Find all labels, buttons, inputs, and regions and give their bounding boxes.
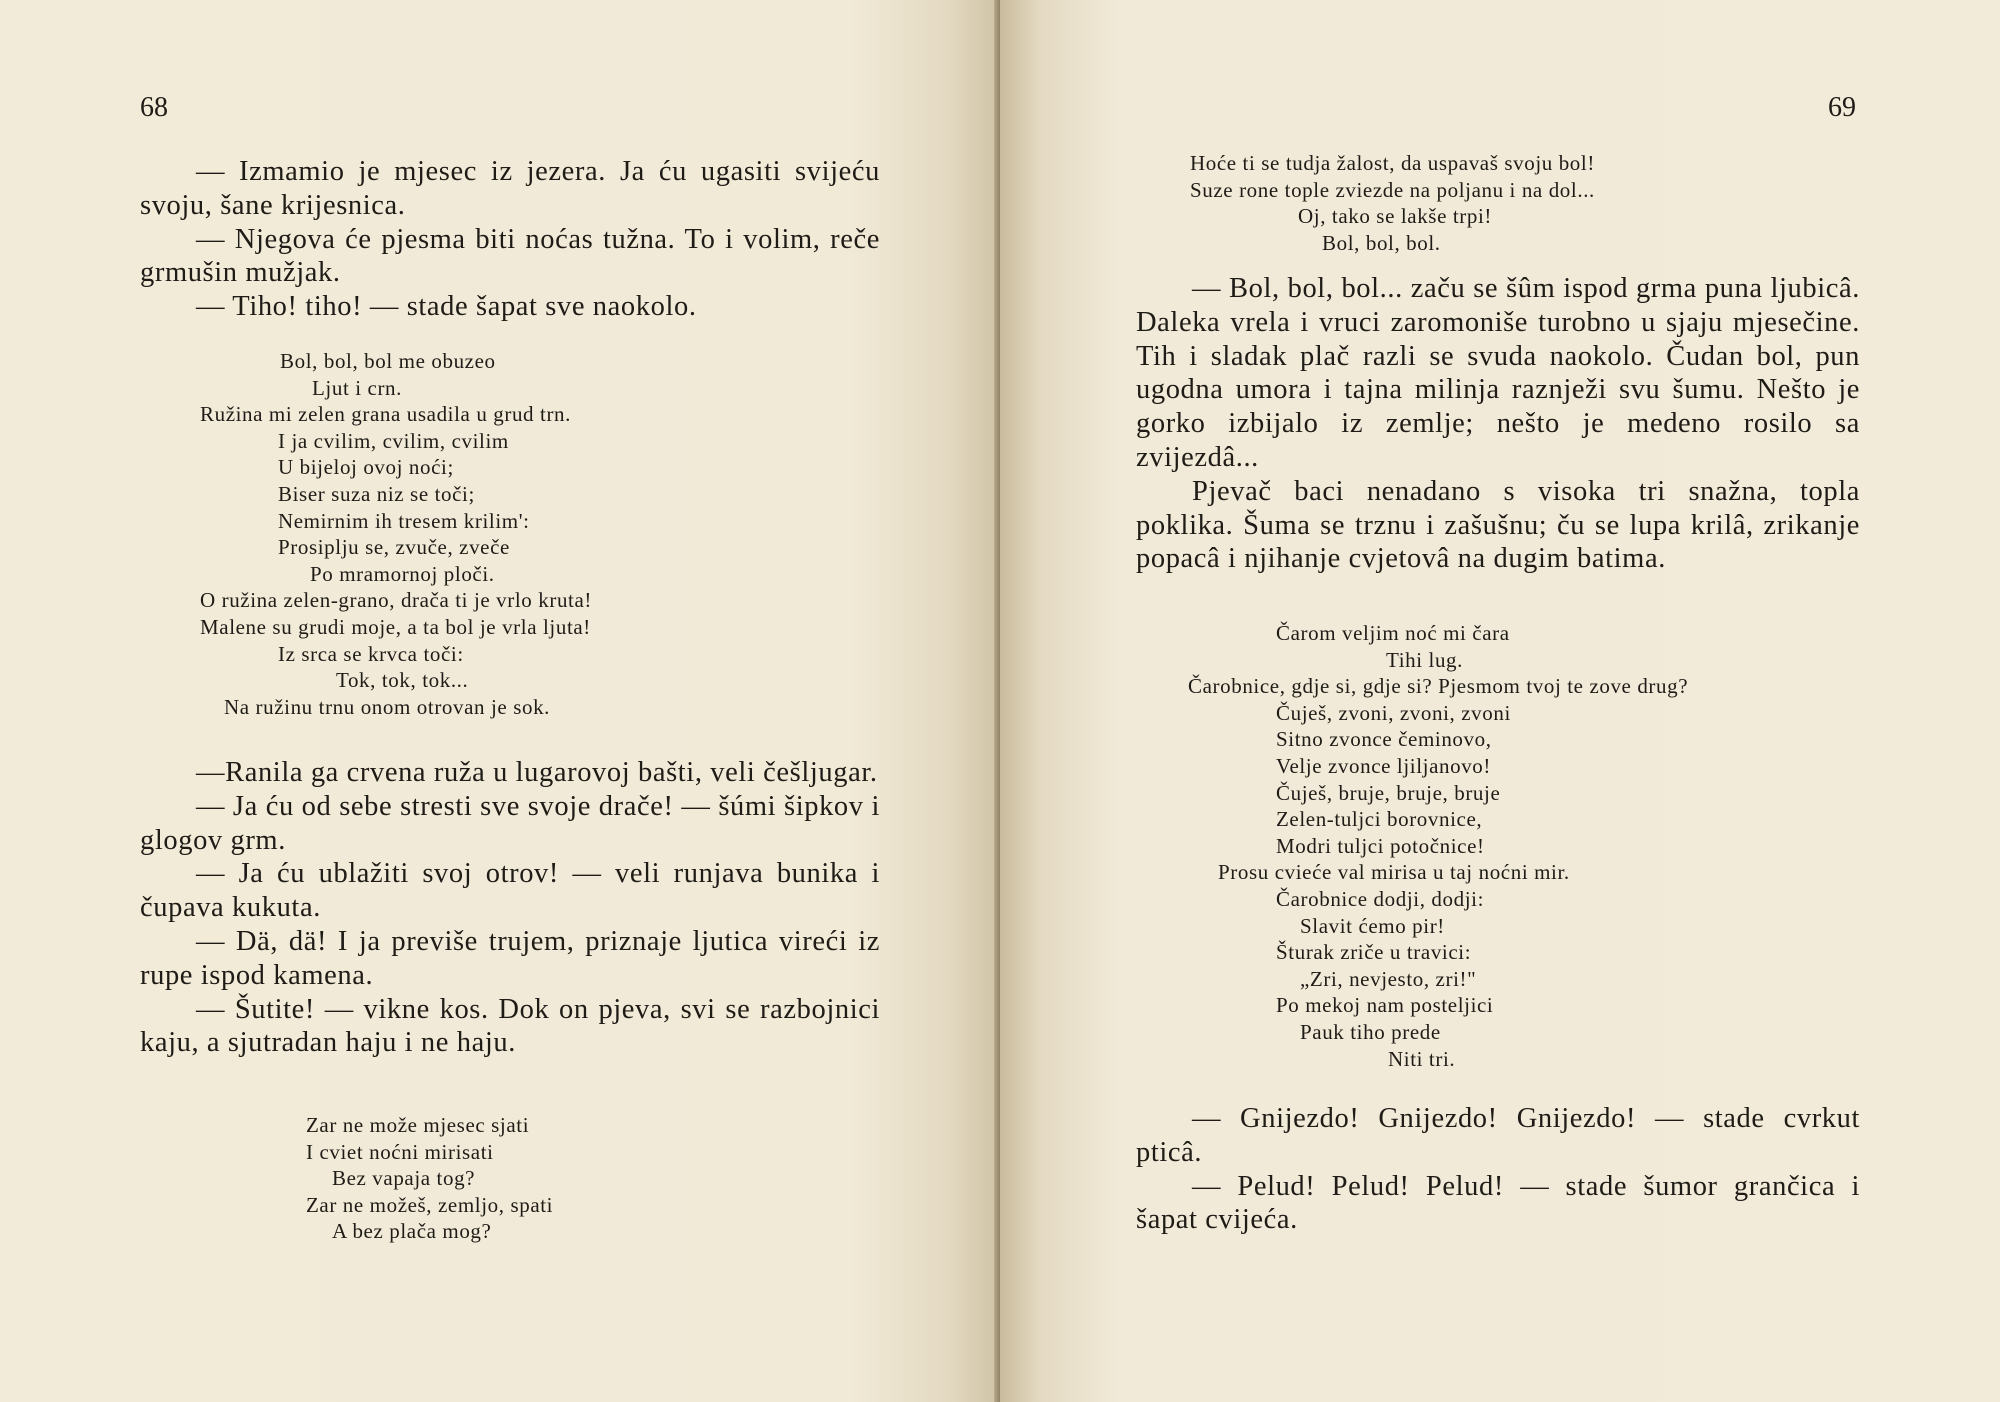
verse-line: Po mekoj nam posteljici [1276,993,1494,1018]
verse-line: Sitno zvonce čeminovo, [1276,727,1492,752]
verse-line: Pauk tiho prede [1300,1019,1441,1044]
verse-line: Šturak zriče u travici: [1276,940,1472,965]
paragraph: — Tiho! tiho! — stade šapat sve naokolo. [196,291,697,323]
paragraph: — Njegova će pjesma biti noćas tužna. To i volim, reče grmušin mužjak. [140,223,880,289]
paragraph: Pjevač baci nenadano s visoka tri snažna, topla poklika. Šuma se trznu i zašušnu; ču se lupa krilâ, zrikanje popacâ i njihanje cvjetovâ na dugim batima. [1136,475,1860,575]
verse-line: A bez plača mog? [332,1219,492,1244]
verse-line: Tok, tok, tok... [336,668,469,693]
verse-line: Po mramornoj ploči. [310,561,495,586]
verse-line: Prosiplju se, zvuče, zveče [278,535,510,560]
verse-line: Bol, bol, bol. [1322,230,1441,255]
left-verse-block-1 [200,348,840,720]
verse-line: Čuješ, zvoni, zvoni, zvoni [1276,700,1511,725]
right-prose-block-1 [1136,272,1860,576]
verse-line: I ja cvilim, cvilim, cvilim [278,428,509,453]
verse-line: O ružina zelen-grano, drača ti je vrlo kruta! [200,588,592,613]
verse-line: Čarom veljim noć mi čara [1276,621,1510,645]
right-verse-block-2 [1188,620,1888,1072]
right-verse-block-1 [1190,150,1850,256]
page-number: 68 [140,92,168,123]
verse-line: Čarobnice, gdje si, gdje si? Pjesmom tvoj te zove drug? [1188,674,1689,699]
page-number: 69 [1828,92,1856,123]
verse-line: Oj, tako se lakše trpi! [1298,204,1493,229]
verse-line: Prosu cvieće val mirisa u taj noćni mir. [1218,860,1570,885]
verse-line: Nemirnim ih tresem krilim': [278,508,530,533]
paragraph: — Bol, bol, bol... začu se šûm ispod grma puna ljubicâ. Daleka vrela i vruci zaromoniše turobno u sjaju mjesečine. Tih i sladak plač razli se svuda naokolo. Čudan bol, pun ugodna umora i tajna milinja raznježi svu šumu. Nešto je gorko izbijalo iz zemlje; nešto je medeno rosilo sa zvijezdâ... [1136,273,1860,473]
verse-line: Slavit ćemo pir! [1300,913,1445,938]
verse-line: Ružina mi zelen grana usadila u grud trn. [200,402,571,427]
paragraph: — Ja ću ublažiti svoj otrov! — veli runjava bunika i čupava kukuta. [140,858,880,924]
verse-line: Čuješ, bruje, bruje, bruje [1276,780,1501,805]
verse-line: Iz srca se krvca toči: [278,641,464,666]
paragraph: — Pelud! Pelud! Pelud! — stade šumor grančica i šapat cvijeća. [1136,1170,1860,1236]
verse-line: Zelen-tuljci borovnice, [1276,807,1483,832]
verse-line: Bol, bol, bol me obuzeo [280,349,496,373]
verse-line: Biser suza niz se toči; [278,481,475,506]
verse-line: Malene su grudi moje, a ta bol je vrla ljuta! [200,614,591,639]
right-prose-block-2 [1136,1102,1860,1237]
verse-line: Modri tuljci potočnice! [1276,833,1485,858]
verse-line: U bijeloj ovoj noći; [278,455,454,480]
left-verse-block-2 [300,1112,760,1245]
verse-line: Zar ne možeš, zemljo, spati [306,1192,554,1217]
verse-line: Na ružinu trnu onom otrovan je sok. [224,694,551,719]
paragraph: — Ja ću od sebe stresti sve svoje drače! — šúmi šipkov i glogov grm. [140,790,880,856]
paragraph: — Dä, dä! I ja previše trujem, priznaje ljutica vireći iz rupe ispod kamena. [140,925,880,991]
verse-line: Niti tri. [1388,1046,1456,1071]
verse-line: Ljut i crn. [312,375,402,400]
left-prose-block-1 [140,155,880,324]
verse-line: Čarobnice dodji, dodji: [1276,886,1485,911]
verse-line: „Zri, nevjesto, zri!" [1300,966,1477,991]
verse-line: Tihi lug. [1386,647,1463,672]
verse-line: Velje zvonce ljiljanovo! [1276,753,1491,778]
verse-line: Zar ne može mjesec sjati [306,1113,530,1137]
verse-line: Suze rone tople zviezde na poljanu i na dol... [1190,177,1595,202]
left-prose-block-2 [140,756,880,1060]
paragraph: —Ranila ga crvena ruža u lugarovoj bašti, veli češljugar. [196,757,878,788]
paragraph: — Šutite! — vikne kos. Dok on pjeva, svi se razbojnici kaju, a sjutradan haju i ne haju. [140,993,880,1059]
verse-line: Hoće ti se tudja žalost, da uspavaš svoju bol! [1190,151,1595,175]
verse-line: I cviet noćni mirisati [306,1139,494,1164]
paragraph: — Izmamio je mjesec iz jezera. Ja ću ugasiti svijeću svoju, šane krijesnica. [140,156,880,221]
paragraph: — Gnijezdo! Gnijezdo! Gnijezdo! — stade cvrkut pticâ. [1136,1103,1860,1168]
verse-line: Bez vapaja tog? [332,1166,476,1191]
